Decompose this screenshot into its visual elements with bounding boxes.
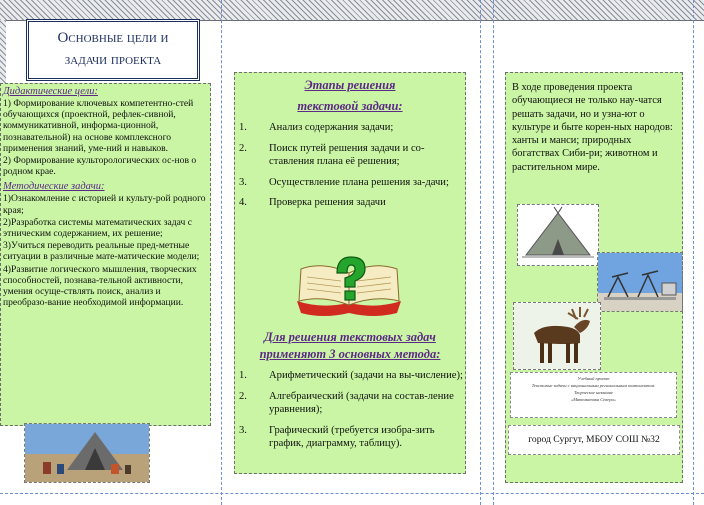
- row-guide: [0, 493, 704, 494]
- item-number: 2.: [239, 142, 247, 154]
- list-item: 3)Учиться переводить реальные пред-метные ситуации в различные мате-матические модели;: [3, 240, 200, 263]
- item-number: 2.: [239, 390, 247, 402]
- item-number: 4.: [239, 197, 247, 208]
- method-heading: Методические задачи:: [3, 181, 105, 193]
- method-list: [1, 193, 210, 308]
- list-item: [235, 176, 459, 190]
- moose-photo: [513, 302, 601, 370]
- caption-line-3: Творческое название: [574, 390, 613, 395]
- item-text: Поиск путей решения задачи и со-ставления плана её решения;: [269, 142, 425, 167]
- didactic-list: [1, 98, 210, 177]
- column-guide: [493, 0, 494, 505]
- list-item: [235, 196, 459, 210]
- methods-heading-line-2: применяют 3 основных метода:: [259, 347, 441, 361]
- item-text: Осуществление плана решения за-дачи;: [269, 176, 449, 188]
- item-number: 3.: [239, 176, 247, 188]
- project-intro: В ходе проведения проекта обучающиеся не только нау-чатся решать задачи, но и узна-ют о культуре и быте корен-ных народов: ханты и манси; природных богатствах Сиби-ри; животном и растительном мире.: [512, 82, 673, 173]
- item-text: Алгебраический (задачи на состав-ление уравнения);: [269, 390, 454, 415]
- didactic-heading: Дидактические цели:: [3, 86, 98, 97]
- item-text: Графический (требуется изобра-зить график, диаграмму, таблицу).: [269, 424, 435, 449]
- stages-list: [235, 121, 465, 210]
- stages-heading: [235, 75, 465, 117]
- project-caption: [510, 372, 677, 418]
- title-box: [26, 19, 200, 81]
- stages-panel: [234, 72, 466, 474]
- goals-panel: [0, 83, 211, 426]
- methods-heading: [235, 329, 465, 363]
- list-item: 2)Разработка системы математических задач с этническим содержанием, их решение;: [3, 216, 193, 240]
- oil-field-photo: [597, 252, 683, 312]
- book-question-icon: [291, 251, 407, 321]
- methods-list: [235, 369, 471, 458]
- item-number: 1.: [239, 122, 247, 133]
- list-item: 1)Ознакомление с историей и культу-рой родного края;: [3, 193, 206, 216]
- item-text: Проверка решения задачи: [269, 197, 386, 208]
- list-item: [235, 424, 465, 451]
- stages-heading-line-2: текстовой задачи:: [297, 99, 403, 113]
- caption-line-4: «Математика Севера»: [570, 397, 617, 402]
- list-item: [235, 142, 459, 169]
- list-item: [235, 121, 459, 135]
- stages-heading-line-1: Этапы решения: [304, 78, 396, 92]
- school-location: город Сургут, МБОУ СОШ №32: [508, 425, 680, 455]
- hatched-header-band: [0, 0, 704, 21]
- title-line-2: задачи проекта: [64, 52, 162, 68]
- methods-heading-line-1: Для решения текстовых задач: [264, 330, 436, 344]
- list-item: 2) Формирование культорологических ос-нов о родном крае.: [3, 155, 197, 178]
- tepee-photo: [517, 204, 599, 266]
- item-text: Арифметический (задачи на вы-числение);: [269, 370, 463, 381]
- caption-line-1: Учебный проект: [577, 376, 610, 381]
- item-text: Анализ содержания задачи;: [269, 122, 394, 133]
- list-item: [235, 390, 465, 417]
- caption-line-2: Текстовые задачи с национальным региональным компонентом.: [531, 383, 656, 388]
- list-item: 4)Развитие логического мышления, творческих способностей, познава-тельной активности, умения осуще-ствлять поиск, анализ и преобразо-вание необходимой информации.: [3, 263, 197, 309]
- column-guide: [480, 0, 481, 505]
- column-guide: [693, 0, 694, 505]
- list-item: 1) Формирование ключевых компетентно-стей обучающихся (проектной, рефлек-сивной, коммуникативной, информа-ционной, познавательной) на основе комплексного применения знаний, уме-ний и навыков.: [3, 98, 194, 154]
- hatched-left-strip: [0, 20, 6, 84]
- column-guide: [221, 0, 222, 505]
- list-item: [235, 369, 465, 383]
- camp-photo: [24, 423, 150, 483]
- title-line-1: Основные цели и: [57, 30, 169, 46]
- item-number: 3.: [239, 424, 247, 436]
- item-number: 1.: [239, 370, 247, 381]
